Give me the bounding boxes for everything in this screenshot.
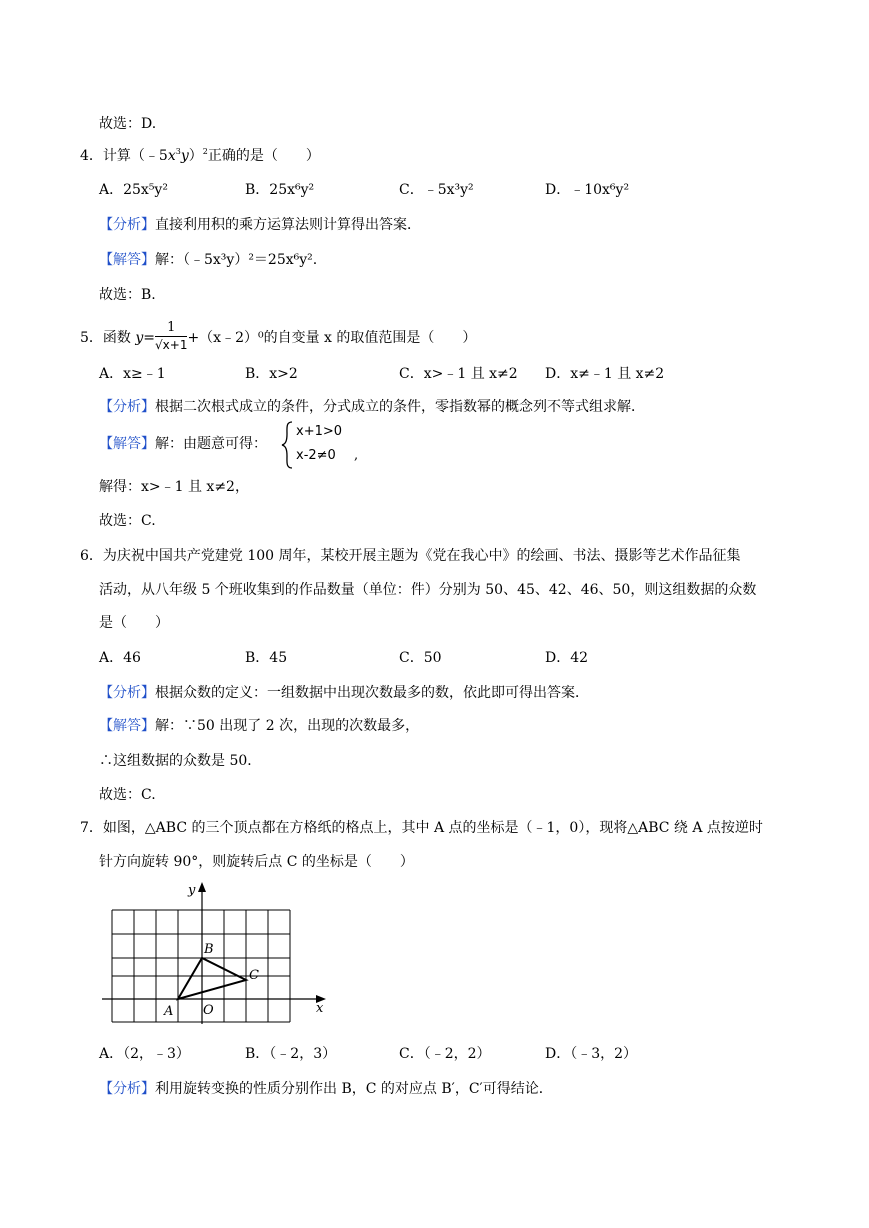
q5-solution — [99, 434, 267, 454]
q3-choice: 故选：D. — [99, 116, 157, 132]
q4-solution — [99, 250, 317, 270]
q6-option-b: B．45 — [245, 650, 288, 666]
q7-grid-lines — [112, 910, 290, 1022]
q7-label-b: B — [204, 942, 214, 957]
q7-stem-line2: 针方向旋转 90°，则旋转后点 C 的坐标是（ ） — [99, 854, 414, 870]
q5-stem: 5．函数 y= $\frac{1}{√x+1}$ +（x﹣2）⁰的自变量 x 的取值范围是（ ） — [80, 319, 477, 352]
q4-stem: 4．计算$(﹣5x^3y)^2$正确的是（ ） — [80, 147, 320, 164]
q6-choice: 故选：C. — [99, 787, 156, 803]
q6-analysis-text: 根据众数的定义：一组数据中出现次数最多的数，依此即可得出答案． — [155, 685, 589, 701]
q4-stem-pre: 4．计算（﹣5 — [80, 148, 168, 164]
q5-choice: 故选：C. — [99, 513, 156, 529]
q7-option-b: B．（﹣2，3） — [245, 1046, 337, 1062]
brace-icon — [280, 420, 294, 470]
q7-grid-figure — [96, 878, 332, 1028]
q7-analysis-tag: 【分析】 — [99, 1081, 155, 1097]
q4-option-c: C．﹣5x³y² — [399, 182, 474, 198]
q6-analysis — [99, 683, 589, 703]
q5-analysis — [99, 397, 645, 417]
q5-stem-pre: 5．函数 — [80, 330, 136, 346]
q6-stem-line3: 是（ ） — [99, 615, 169, 631]
q6-conclusion: ∴这组数据的众数是 50． — [99, 753, 262, 769]
q7-triangle-abc — [178, 958, 246, 999]
q7-y-arrow-icon — [198, 882, 206, 892]
q7-option-a: A．（2，﹣3） — [99, 1046, 190, 1062]
q5-option-d: D．x≠﹣1 且 x≠2 — [545, 366, 665, 382]
q5-frac-num: 1 — [155, 320, 187, 337]
q5-option-b: B．x>2 — [245, 366, 298, 382]
q5-stem-post: +（x﹣2）⁰的自变量 x 的取值范围是（ ） — [187, 330, 477, 346]
q7-label-y: y — [188, 883, 196, 898]
q4-analysis — [99, 215, 421, 235]
q4-choice: 故选：B. — [99, 287, 156, 303]
q7-label-c: C — [249, 968, 259, 983]
q6-option-a: A．46 — [99, 650, 141, 666]
q7-option-c: C．（﹣2，2） — [399, 1046, 491, 1062]
q7-label-x: x — [316, 1001, 324, 1016]
q5-option-a: A．x≥﹣1 — [99, 366, 166, 382]
q6-solution — [99, 716, 419, 736]
q5-analysis-text: 根据二次根式成立的条件，分式成立的条件，零指数幂的概念列不等式组求解． — [155, 399, 645, 415]
q4-stem-post: ） — [188, 148, 203, 164]
q4-analysis-text: 直接利用积的乘方运算法则计算得出答案． — [155, 217, 421, 233]
q4-stem-tail: 正确的是（ ） — [207, 148, 320, 164]
q6-analysis-tag: 【分析】 — [99, 685, 155, 701]
q6-stem-line1: 6．为庆祝中国共产党建党 100 周年，某校开展主题为《党在我心中》的绘画、书法、摄影等艺术作品征集 — [80, 548, 741, 564]
q5-option-c: C．x>﹣1 且 x≠2 — [399, 366, 518, 382]
q7-stem-line1: 7．如图，△ABC 的三个顶点都在方格纸的格点上，其中 A 点的坐标是（﹣1，0），现将△ABC 绕 A 点按逆时 — [80, 820, 763, 836]
q4-option-a: A．25x⁵y² — [99, 182, 168, 198]
q5-analysis-tag: 【分析】 — [99, 399, 155, 415]
q5-fraction — [155, 320, 187, 353]
q4-option-b: B．25x⁶y² — [245, 182, 315, 198]
q7-analysis-text: 利用旋转变换的性质分别作出 B，C 的对应点 B′，C′可得结论． — [155, 1081, 553, 1097]
q7-option-d: D．（﹣3，2） — [545, 1046, 638, 1062]
q5-system-line2: x-2≠0 — [296, 448, 336, 463]
q4-solution-text: 解：（﹣5x³y）²＝25x⁶y². — [155, 252, 318, 268]
q7-analysis — [99, 1079, 553, 1099]
q4-option-d: D．﹣10x⁶y² — [545, 182, 630, 198]
q5-inequality-system — [280, 420, 370, 470]
q5-system-end: , — [354, 448, 359, 463]
q5-frac-den: √x+1 — [155, 337, 188, 352]
q6-stem-line2: 活动，从八年级 5 个班收集到的作品数量（单位：件）分别为 50、45、42、46、50，则这组数据的众数 — [99, 582, 757, 598]
q5-solution-tag: 【解答】 — [99, 436, 155, 452]
q4-analysis-tag: 【分析】 — [99, 217, 155, 233]
q7-label-a: A — [164, 1004, 174, 1019]
q5-solved: 解得：x>﹣1 且 x≠2， — [99, 479, 249, 495]
q4-solution-tag: 【解答】 — [99, 252, 155, 268]
q6-option-d: D．42 — [545, 650, 589, 666]
q7-label-origin: O — [203, 1003, 214, 1018]
q6-solution-text: 解：∵50 出现了 2 次，出现的次数最多， — [155, 718, 420, 734]
q5-solution-text: 解：由题意可得： — [155, 436, 267, 452]
q5-system-line1: x+1>0 — [296, 424, 343, 439]
q6-option-c: C．50 — [399, 650, 442, 666]
q6-solution-tag: 【解答】 — [99, 718, 155, 734]
